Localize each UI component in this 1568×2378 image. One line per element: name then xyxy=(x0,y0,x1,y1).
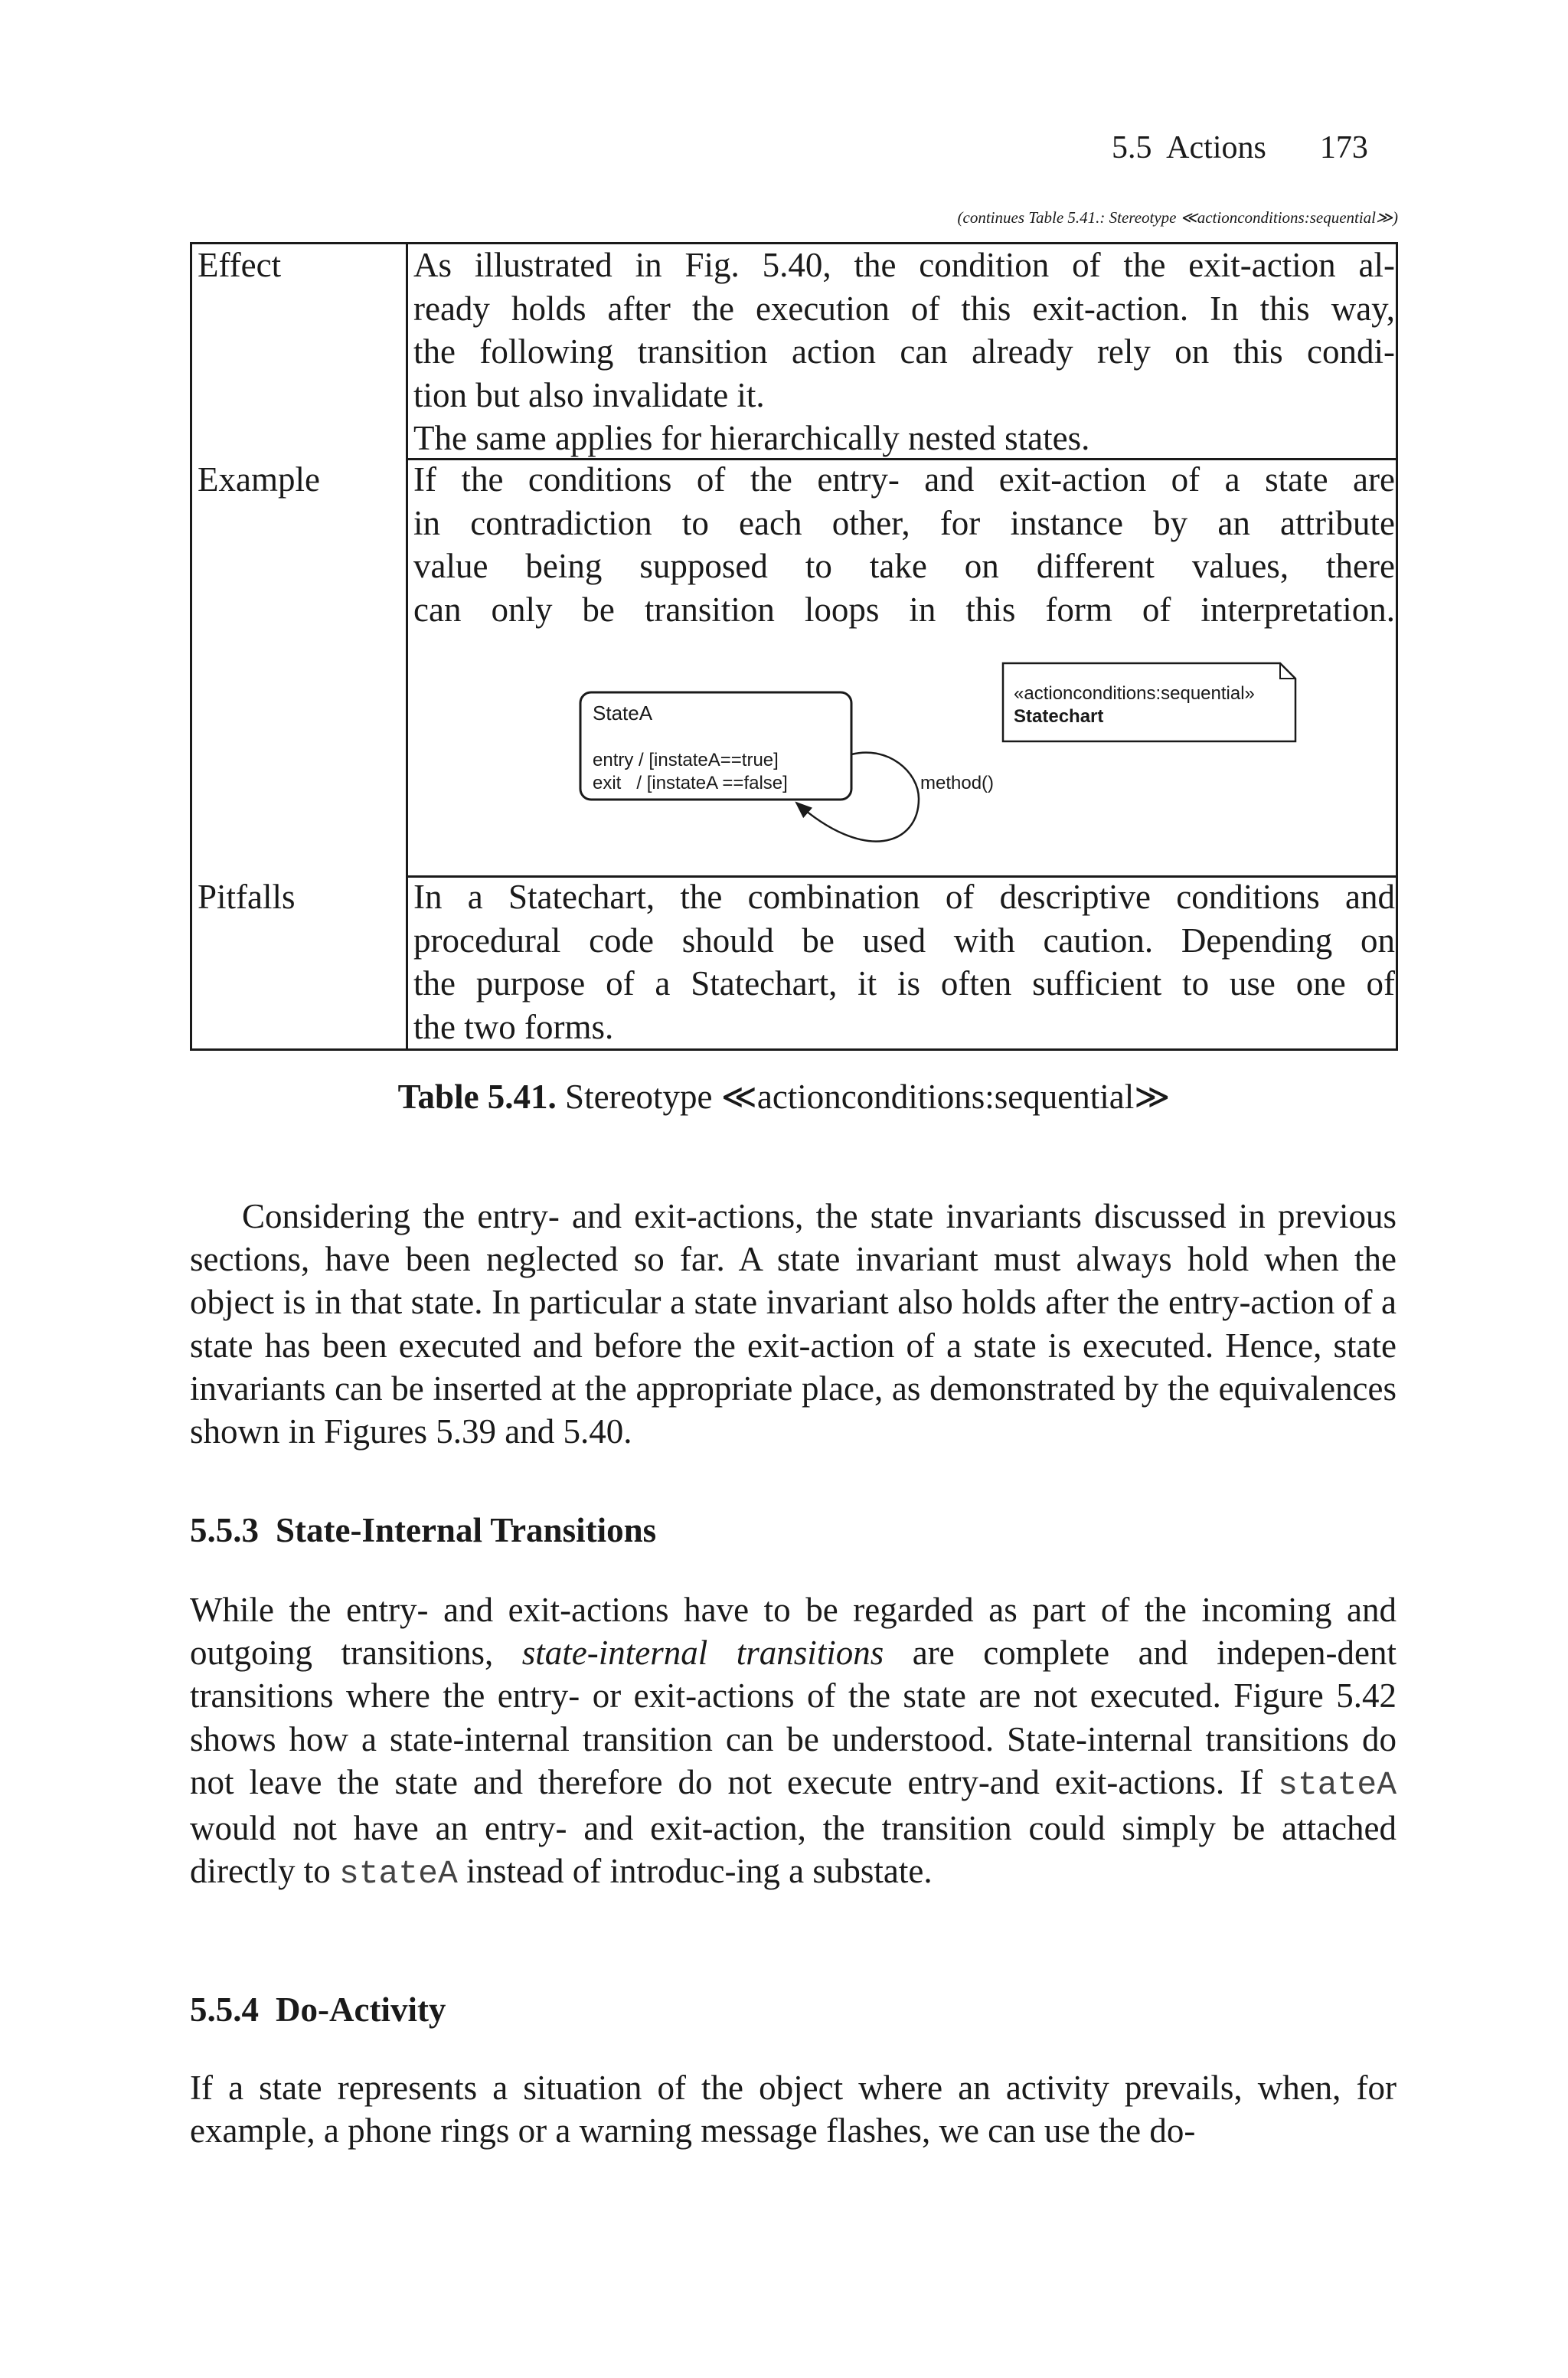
pitfalls-line: procedural code should be used with caution. Depending on xyxy=(413,921,1395,960)
effect-line: ready holds after the execution of this exit-action. In this way, xyxy=(413,289,1395,328)
section-number: 5.5.4 xyxy=(190,1990,259,2029)
state-name: StateA xyxy=(593,702,653,725)
note-title: Statechart xyxy=(1014,706,1104,727)
state-entry-action: entry / [instateA==true] xyxy=(593,750,779,770)
emphasis-term: state-internal transitions xyxy=(521,1634,884,1673)
section-number: 5.5.3 xyxy=(190,1511,259,1549)
effect-line: tion but also invalidate it. xyxy=(413,375,765,414)
text-run: While the entry- and exit-actions have to be regarded as part of the incoming and outgoing transitions, xyxy=(190,1591,1396,1673)
transition-label: method() xyxy=(920,773,995,793)
table-border-right xyxy=(1396,242,1398,1051)
example-line: If the conditions of the entry- and exit-action of a state are xyxy=(413,460,1395,499)
effect-line: The same applies for hierarchically nested states. xyxy=(413,419,1090,457)
effect-line: As illustrated in Fig. 5.40, the condition of the exit-action al- xyxy=(413,246,1395,284)
example-line: can only be transition loops in this form of interpretation. xyxy=(413,590,1395,629)
table-border-left xyxy=(190,242,192,1051)
state-exit-action: exit / [instateA ==false] xyxy=(593,773,788,793)
section-title: State-Internal Transitions xyxy=(276,1511,657,1549)
table-border-bottom xyxy=(190,1048,1398,1051)
pitfalls-line: the two forms. xyxy=(413,1007,614,1046)
header-section: 5.5 Actions xyxy=(1112,130,1266,165)
row-label-pitfalls: Pitfalls xyxy=(198,878,296,916)
pitfalls-text xyxy=(413,875,1395,1048)
section-heading-5-5-3 xyxy=(190,1509,656,1552)
note-stereotype: «actionconditions:sequential» xyxy=(1014,683,1255,704)
caption-text: Stereotype ≪actionconditions:sequential≫ xyxy=(565,1078,1171,1116)
statechart-diagram xyxy=(567,657,1302,856)
text-run: would not have an entry- and exit-action, the transition could simply be attached directly to xyxy=(190,1809,1396,1891)
running-header xyxy=(1112,129,1368,167)
paragraph-state-invariants: Considering the entry- and exit-actions, the state invariants discussed in previous sections, have been neglected so far. A state invariant must always hold when the object is in that state. In particular a state invariant also holds after the entry-action of a state has been executed and before the exit-action of a state is executed. Hence, state invariants can be inserted at the appropriate place, as demonstrated by the equivalences shown in Figures 5.39 and 5.40. xyxy=(190,1197,1396,1451)
effect-line: the following transition action can already rely on this condi- xyxy=(413,332,1395,371)
text-run: are complete and indepen-dent transitions where the entry- or exit-actions of the state are not executed. Figure 5.42 shows how a state-internal transition can be understood. State-internal transitions do not leave the state and therefore do not execute entry-and exit-actions. If xyxy=(190,1634,1396,1801)
code-term: stateA xyxy=(338,1855,458,1893)
effect-text xyxy=(413,244,1395,460)
table-column-divider xyxy=(406,242,408,1051)
example-text xyxy=(413,458,1395,631)
section-title: Do-Activity xyxy=(276,1990,446,2029)
example-line: in contradiction to each other, for instance by an attribute xyxy=(413,503,1395,542)
pitfalls-line: In a Statechart, the combination of descriptive conditions and xyxy=(413,878,1395,916)
row-label-example: Example xyxy=(198,460,320,499)
code-term: stateA xyxy=(1278,1765,1396,1804)
pitfalls-line: the purpose of a Statechart, it is often sufficient to use one of xyxy=(413,964,1395,1003)
section-heading-5-5-4 xyxy=(190,1988,446,2031)
paragraph-do-activity: If a state represents a situation of the object where an activity prevails, when, for example, a phone rings or a warning message flashes, we can use the do- xyxy=(190,2069,1396,2151)
paragraph-state-internal-transitions xyxy=(190,1588,1396,1896)
caption-label: Table 5.41. xyxy=(397,1078,557,1116)
example-line: value being supposed to take on different values, there xyxy=(413,547,1395,585)
text-run: instead of introduc-ing a substate. xyxy=(457,1852,933,1891)
row-label-effect: Effect xyxy=(198,246,282,284)
table-caption xyxy=(0,1075,1568,1118)
page-number: 173 xyxy=(1319,130,1368,165)
continues-note: (continues Table 5.41.: Stereotype ≪actionconditions:sequential≫) xyxy=(957,208,1398,227)
